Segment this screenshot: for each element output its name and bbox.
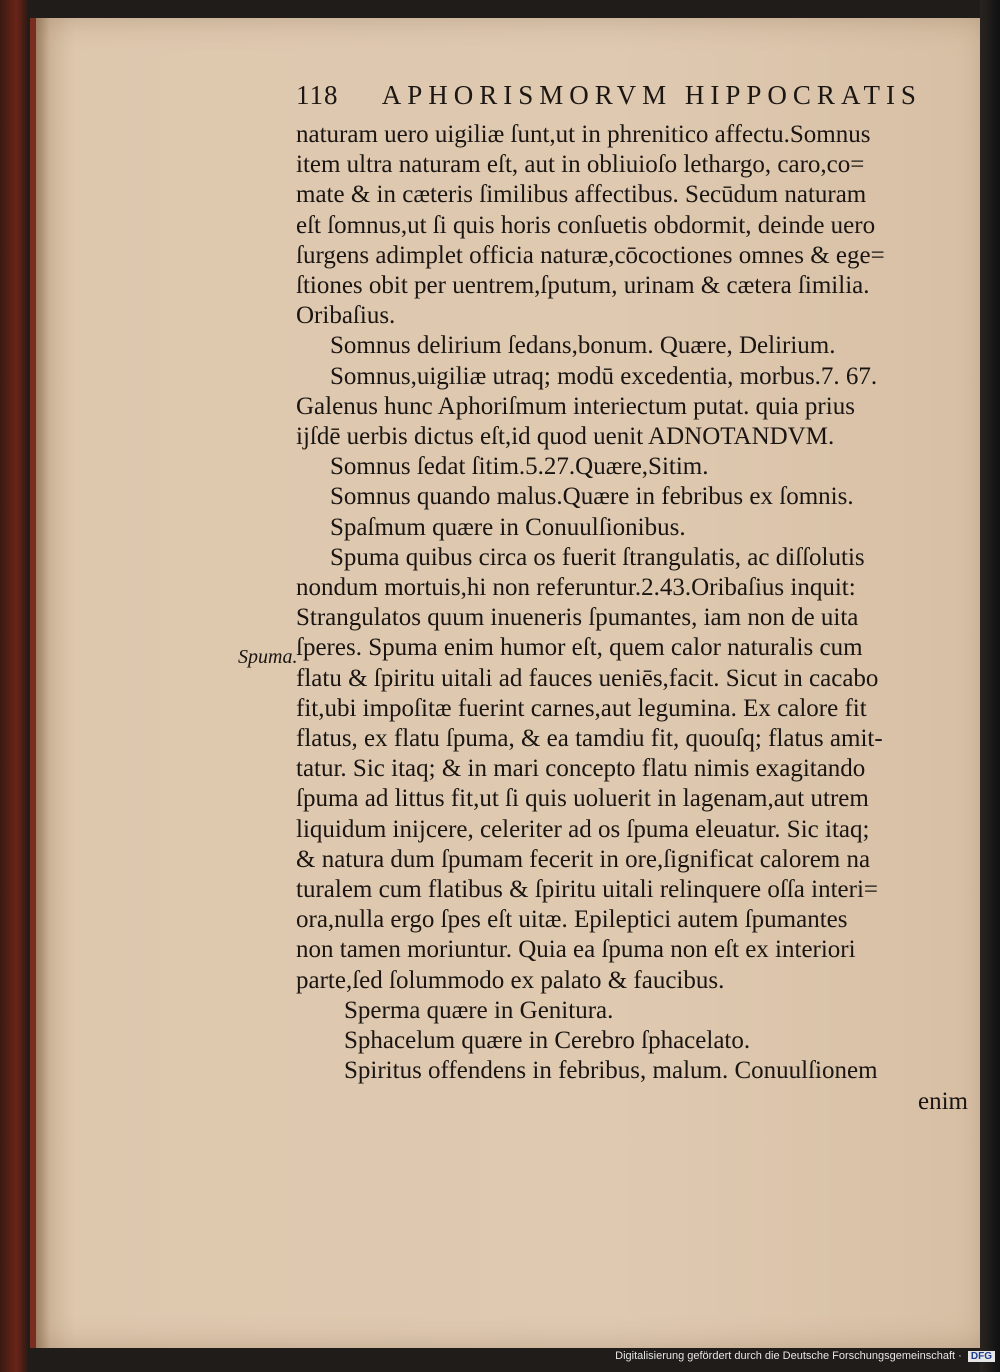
text-line: ijſdē uerbis dictus eſt,id quod uenit ADNOTANDVM. xyxy=(296,423,835,451)
text-line: ſtiones obit per uentrem,ſputum, urinam & cætera ſimilia. xyxy=(296,272,870,300)
text-line: non tamen moriuntur. Quia ea ſpuma non eſt ex interiori xyxy=(296,936,856,964)
text-line: tatur. Sic itaq; & in mari concepto flatu nimis exagitando xyxy=(296,755,866,783)
text-line: Galenus hunc Aphoriſmum interiectum putat. quia prius xyxy=(296,392,855,420)
text-line: parte,ſed ſolummodo ex palato & faucibus. xyxy=(296,966,725,994)
margin-note: Spuma. xyxy=(238,646,298,668)
running-title: APHORISMORVM HIPPOCRATIS xyxy=(381,80,922,110)
text-line: nondum mortuis,hi non referuntur.2.43.Oribaſius inquit: xyxy=(296,574,856,602)
book-spine-edge xyxy=(0,0,28,1372)
credit-text: Digitalisierung gefördert durch die Deutsche Forschungsgemeinschaft xyxy=(615,1350,956,1362)
text-line: ſpuma ad littus fit,ut ſi quis uoluerit in lagenam,aut utrem xyxy=(296,785,869,813)
text-line: flatus, ex flatu ſpuma, & ea tamdiu fit, quouſq; flatus amit- xyxy=(296,725,883,753)
text-line: eſt ſomnus,ut ſi quis horis conſuetis obdormit, deinde uero xyxy=(296,211,876,239)
text-line: liquidum inijcere, celeriter ad os ſpuma eleuatur. Sic itaq; xyxy=(296,815,870,843)
text-line: naturam uero uigiliæ ſunt,ut in phrenitico affectu.Somnus xyxy=(296,121,871,148)
text-line: enim xyxy=(918,1087,968,1115)
text-line: Somnus quando malus.Quære in febribus ex ſomnis. xyxy=(330,483,854,511)
text-line: & natura dum ſpumam fecerit in ore,ſignificat calorem na xyxy=(296,845,871,873)
text-line: fit,ubi impoſitæ fuerint carnes,aut legumina. Ex calore fit xyxy=(296,694,867,722)
text-line: Sperma quære in Genitura. xyxy=(344,996,614,1024)
text-line: ſurgens adimplet officia naturæ,cōcoctiones omnes & ege= xyxy=(296,241,885,269)
text-line: flatu & ſpiritu uitali ad fauces ueniēs,facit. Sicut in cacabo xyxy=(296,664,879,692)
dfg-logo: DFG xyxy=(968,1351,995,1362)
running-head xyxy=(296,80,936,111)
text-line: Somnus delirium ſedans,bonum. Quære, Delirium. xyxy=(330,332,836,360)
text-line: Oribaſius. xyxy=(296,302,396,330)
digitization-credit: Digitalisierung gefördert durch die Deutsche Forschungsgemeinschaft · DFG xyxy=(600,1350,995,1362)
body-text xyxy=(296,120,968,1117)
text-line: Spaſmum quære in Conuulſionibus. xyxy=(330,513,686,541)
text-line: Strangulatos quum inueneris ſpumantes, iam non de uita xyxy=(296,604,859,632)
text-line: mate & in cæteris ſimilibus affectibus. Secūdum naturam xyxy=(296,181,867,209)
text-line: ſperes. Spuma enim humor eſt, quem calor naturalis cum xyxy=(296,634,863,662)
page-number: 118 xyxy=(296,80,339,110)
text-line: Spiritus offendens in febribus, malum. Conuulſionem xyxy=(344,1057,878,1085)
text-line: Sphacelum quære in Cerebro ſphacelato. xyxy=(344,1027,751,1055)
text-line: ora,nulla ergo ſpes eſt uitæ. Epileptici autem ſpumantes xyxy=(296,906,848,934)
scan-right-edge xyxy=(980,0,1000,1372)
text-line: item ultra naturam eſt, aut in obliuioſo lethargo, caro,co= xyxy=(296,151,865,179)
text-line: Spuma quibus circa os fuerit ſtrangulatis, ac diſſolutis xyxy=(330,543,865,571)
text-line: Somnus ſedat ſitim.5.27.Quære,Sitim. xyxy=(330,453,709,481)
text-line: Somnus,uigiliæ utraq; modū excedentia, morbus.7. 67. xyxy=(330,362,878,390)
text-line: turalem cum flatibus & ſpiritu uitali relinquere oſſa interi= xyxy=(296,876,878,904)
